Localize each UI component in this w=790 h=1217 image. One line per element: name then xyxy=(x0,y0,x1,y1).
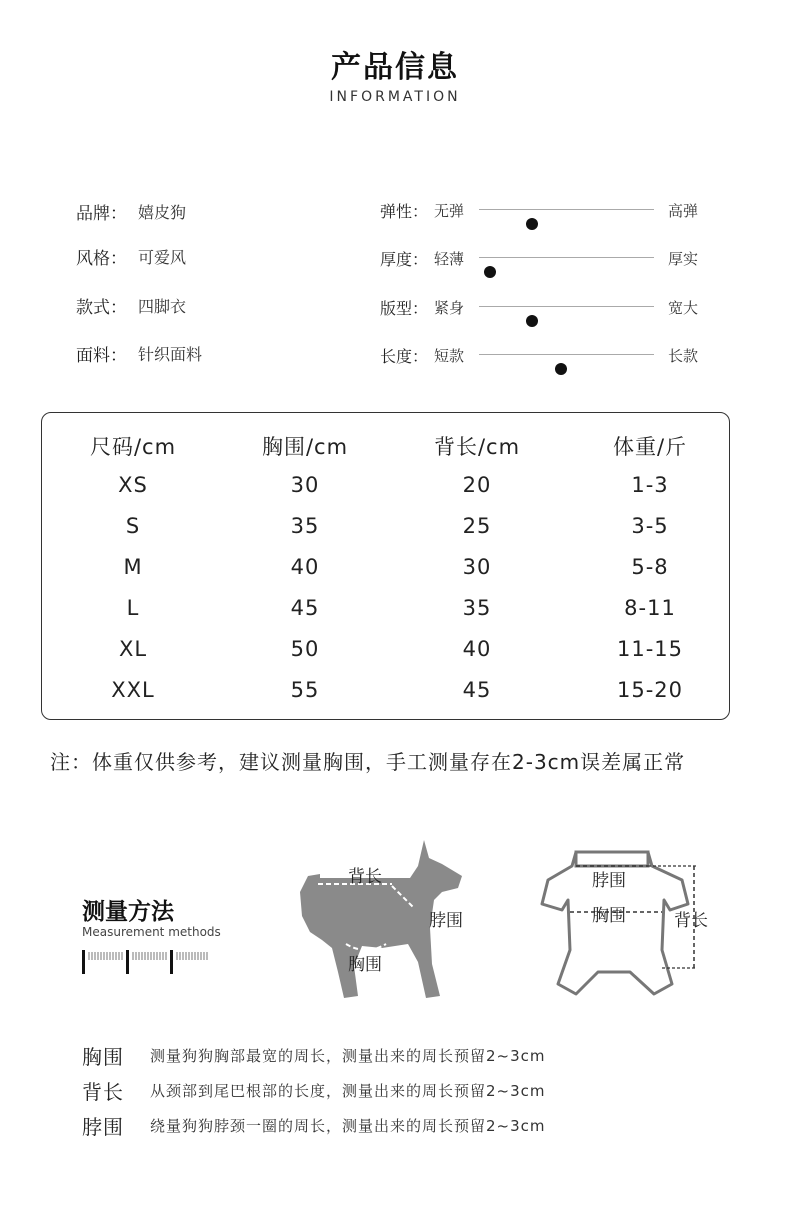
slider-thickness xyxy=(380,242,710,272)
dog-label-back: 背长 xyxy=(348,867,382,887)
slider-elasticity xyxy=(380,194,710,224)
slider-length xyxy=(380,339,710,369)
definition-back xyxy=(82,1075,546,1105)
table-cell: L xyxy=(126,596,140,620)
slider-label: 厚度： xyxy=(380,250,429,269)
table-cell: 55 xyxy=(290,678,320,702)
attribute-key: 品牌： xyxy=(76,203,127,224)
page-title: 产品信息 xyxy=(331,50,459,85)
table-cell: 50 xyxy=(290,637,320,661)
definition-text: 测量狗狗胸部最宽的周长，测量出来的周长预留2~3cm xyxy=(150,1046,546,1065)
measurement-title: 测量方法 xyxy=(82,899,174,925)
table-cell: 30 xyxy=(462,555,492,579)
attribute-value: 嬉皮狗 xyxy=(138,202,187,222)
slider-fit xyxy=(380,291,710,321)
page-subtitle: INFORMATION xyxy=(329,89,461,105)
attribute-row-brand xyxy=(76,196,186,226)
slider-track xyxy=(479,306,654,307)
table-cell: 3-5 xyxy=(631,514,669,538)
attribute-row-type xyxy=(76,290,186,320)
attribute-key: 面料： xyxy=(76,345,127,366)
definition-neck xyxy=(82,1110,546,1140)
definition-term: 脖围 xyxy=(82,1114,124,1139)
table-cell: 5-8 xyxy=(631,555,669,579)
table-cell: 25 xyxy=(462,514,492,538)
slider-high-label: 厚实 xyxy=(668,250,699,268)
ruler-icon xyxy=(82,950,212,974)
definition-chest xyxy=(82,1040,546,1070)
table-cell: 30 xyxy=(290,473,320,497)
table-cell: 1-3 xyxy=(631,473,669,497)
slider-track xyxy=(479,354,654,355)
slider-low-label: 轻薄 xyxy=(434,250,465,268)
garment-label-neck: 脖围 xyxy=(592,871,626,891)
table-cell: M xyxy=(123,555,143,579)
table-cell: 40 xyxy=(290,555,320,579)
table-cell: 45 xyxy=(462,678,492,702)
size-table xyxy=(41,412,730,720)
table-cell: XS xyxy=(118,473,148,497)
attribute-value: 针织面料 xyxy=(138,344,203,364)
table-cell: S xyxy=(125,514,141,538)
size-note: 注：体重仅供参考，建议测量胸围，手工测量存在2-3cm误差属正常 xyxy=(50,750,686,774)
definition-term: 胸围 xyxy=(82,1044,124,1069)
table-cell: 8-11 xyxy=(624,596,676,620)
table-header-back: 背长/cm xyxy=(433,435,521,459)
dog-label-neck: 脖围 xyxy=(429,911,463,931)
slider-track xyxy=(479,257,654,258)
definition-term: 背长 xyxy=(82,1079,124,1104)
slider-low-label: 无弹 xyxy=(434,202,465,220)
slider-knob xyxy=(526,315,538,327)
garment-label-back: 背长 xyxy=(674,911,708,931)
slider-label: 弹性： xyxy=(380,202,429,221)
attribute-row-style xyxy=(76,241,186,271)
slider-low-label: 短款 xyxy=(434,347,465,365)
table-header-size: 尺码/cm xyxy=(89,435,177,459)
slider-low-label: 紧身 xyxy=(434,299,465,317)
slider-label: 长度： xyxy=(380,347,429,366)
slider-high-label: 高弹 xyxy=(668,202,699,220)
table-cell: 35 xyxy=(290,514,320,538)
table-cell: 40 xyxy=(462,637,492,661)
definition-text: 绕量狗狗脖颈一圈的周长，测量出来的周长预留2~3cm xyxy=(150,1116,546,1135)
table-cell: XXL xyxy=(111,678,155,702)
attribute-key: 款式： xyxy=(76,297,127,318)
table-cell: 20 xyxy=(462,473,492,497)
slider-high-label: 宽大 xyxy=(668,299,699,317)
attribute-row-fabric xyxy=(76,338,202,368)
slider-track xyxy=(479,209,654,210)
table-cell: 35 xyxy=(462,596,492,620)
garment-label-chest: 胸围 xyxy=(592,906,626,926)
attribute-value: 可爱风 xyxy=(138,247,187,267)
table-header-weight: 体重/斤 xyxy=(612,435,688,459)
slider-knob xyxy=(526,218,538,230)
slider-high-label: 长款 xyxy=(668,347,699,365)
slider-knob xyxy=(484,266,496,278)
table-cell: 45 xyxy=(290,596,320,620)
attribute-key: 风格： xyxy=(76,248,127,269)
table-cell: 11-15 xyxy=(616,637,684,661)
attribute-value: 四脚衣 xyxy=(138,296,187,316)
slider-knob xyxy=(555,363,567,375)
table-cell: 15-20 xyxy=(616,678,684,702)
table-header-chest: 胸围/cm xyxy=(261,435,349,459)
dog-label-chest: 胸围 xyxy=(348,955,382,975)
measurement-subtitle: Measurement methods xyxy=(82,925,221,939)
table-cell: XL xyxy=(118,637,148,661)
slider-label: 版型： xyxy=(380,299,429,318)
definition-text: 从颈部到尾巴根部的长度，测量出来的周长预留2~3cm xyxy=(150,1081,546,1100)
